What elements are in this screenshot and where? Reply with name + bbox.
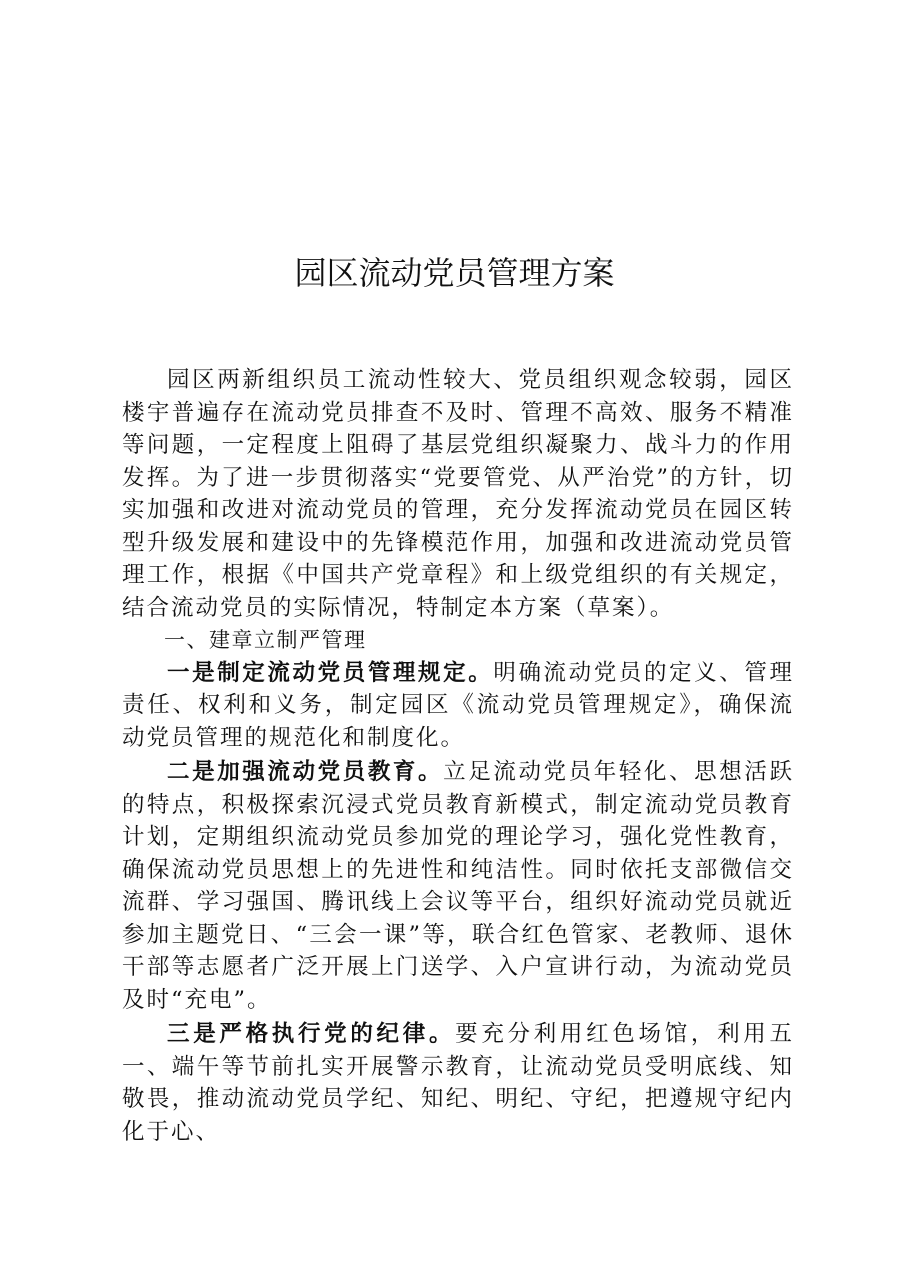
item-text-3: 要充分利用红色场馆，利用五一、端午等节前扎实开展警示教育，让流动党员受明底线、知敬畏，推动流动党员学纪、知纪、明纪、守纪，把遵规守纪内化于心、 xyxy=(122,1021,794,1145)
item-text-1: 明确流动党员的定义、管理责任、权利和义务，制定园区《流动党员管理规定》，确保流动党员管理的规范化和制度化。 xyxy=(122,659,794,751)
item-lead-2: 二是加强流动党员教育。 xyxy=(167,759,444,785)
item-lead-3: 三是严格执行党的纪律。 xyxy=(167,1021,456,1047)
section-heading: 一、建章立制严管理 xyxy=(164,628,367,652)
intro-paragraph: 园区两新组织员工流动性较大、党员组织观念较弱，园区楼宇普遍存在流动党员排查不及时、管理不高效、服务不精准等问题，一定程度上阻碍了基层党组织凝聚力、战斗力的作用发挥。为了进一步贯彻落实“党要管党、从严治党”的方针，切实加强和改进对流动党员的管理，充分发挥流动党员在园区转型升级发展和建设中的先锋模范作用，加强和改进流动党员管理工作，根据《中国共产党章程》和上级党组织的有关规定，结合流动党员的实际情况，特制定本方案（草案）。 xyxy=(122,367,794,621)
item-paragraph-3 xyxy=(122,1018,794,1148)
item-lead-1: 一是制定流动党员管理规定。 xyxy=(167,659,494,686)
document-body xyxy=(122,364,794,1148)
item-text-2: 立足流动党员年轻化、思想活跃的特点，积极探索沉浸式党员教育新模式，制定流动党员教育计划，定期组织流动党员参加党的理论学习，强化党性教育，确保流动党员思想上的先进性和纯洁性。同时依托支部微信交流群、学习强国、腾讯线上会议等平台，组织好流动党员就近参加主题党日、“三会一课”等，联合红色管家、老教师、退休干部等志愿者广泛开展上门送学、入户宣讲行动，为流动党员及时“充电”。 xyxy=(122,759,794,1013)
item-paragraph-1 xyxy=(122,657,794,755)
item-paragraph-2 xyxy=(122,756,794,1016)
document-title: 园区流动党员管理方案 xyxy=(294,254,615,292)
